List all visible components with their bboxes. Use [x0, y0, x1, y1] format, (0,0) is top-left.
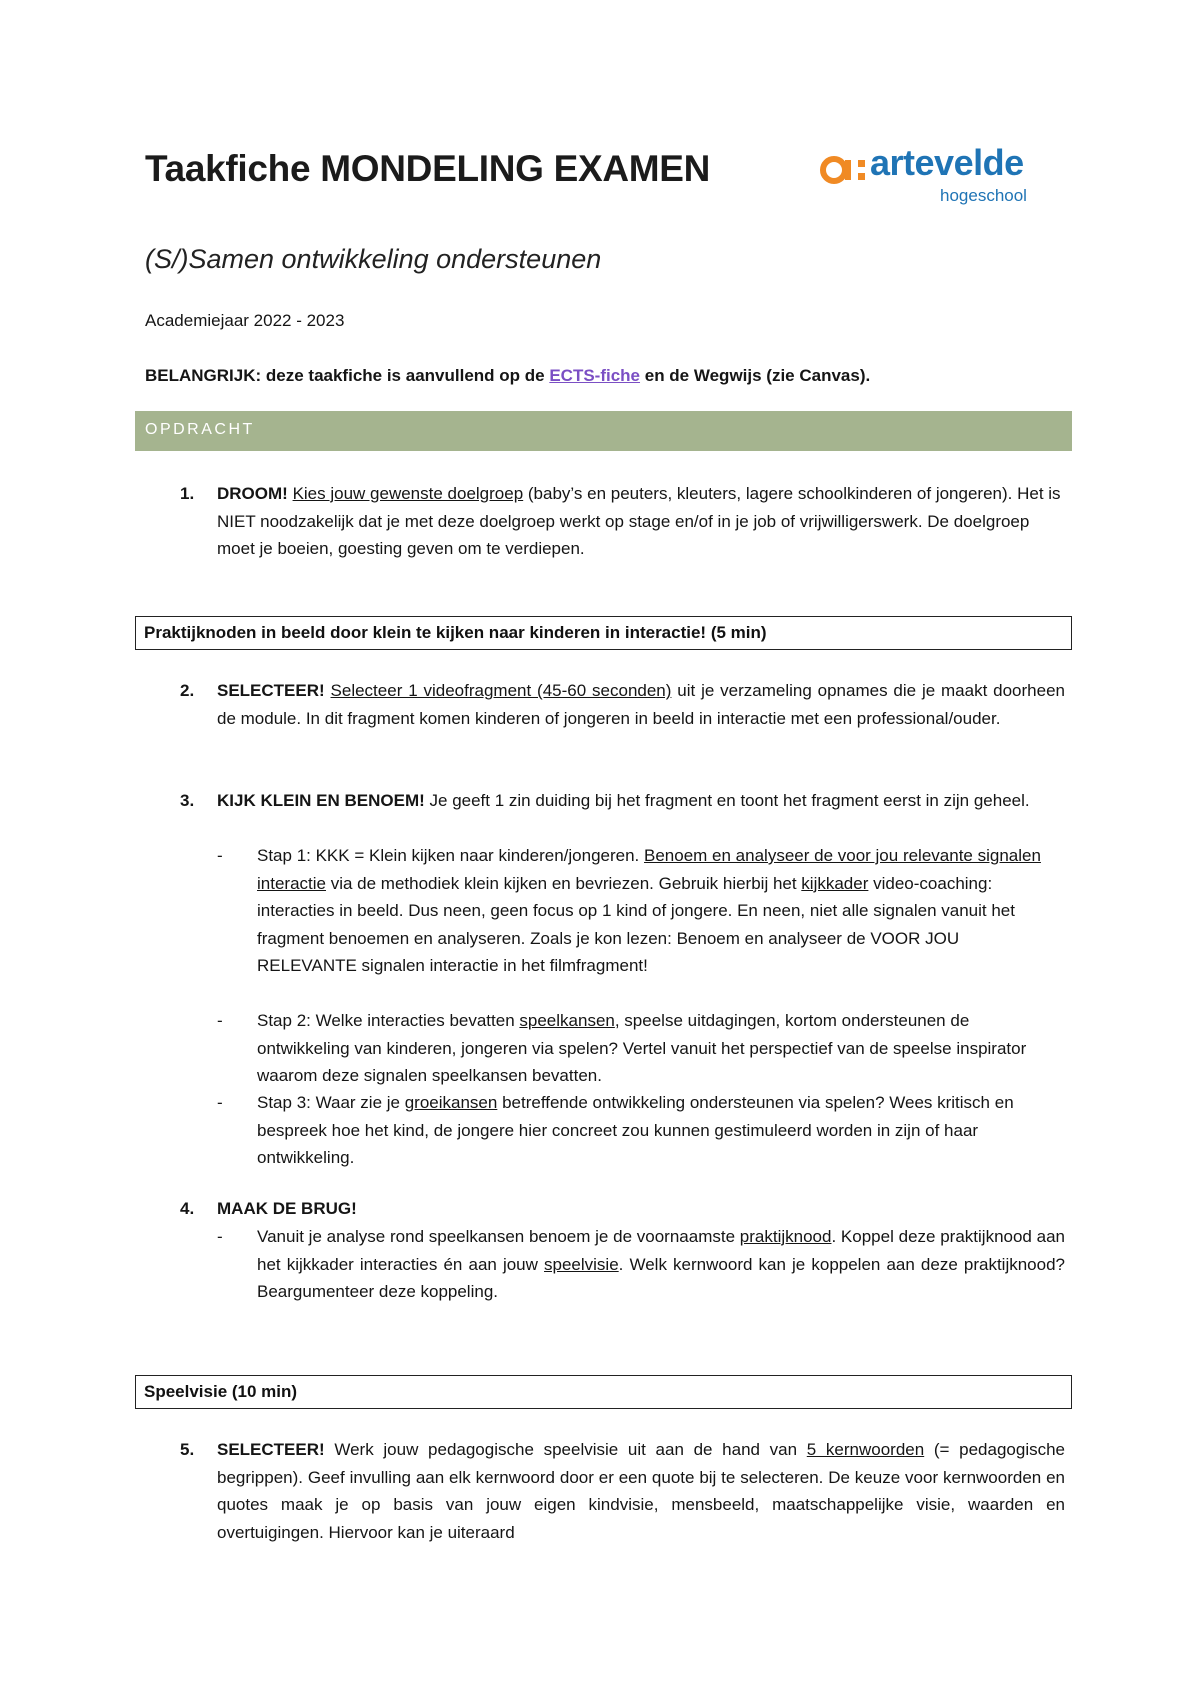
page-title: Taakfiche MONDELING EXAMEN [145, 148, 711, 189]
step-1-a: Stap 1: KKK = Klein kijken naar kinderen/jongeren. [257, 846, 644, 865]
notice-label: BELANGRIJK: [145, 366, 262, 385]
section-header-label: OPDRACHT [145, 421, 255, 438]
section-header-opdracht [135, 411, 1072, 451]
step-1-u1: Benoem en analyseer de voor jou relevante signalen interactie [257, 846, 1041, 893]
item-5-b: (= pedagogische begrippen). Geef invulling aan elk kernwoord door er een quote bij te selecteren. De keuze voor kernwoorden en quotes maak je op basis van jouw eigen kindvisie, mensbeeld, maatschappelijke visie, waarden en overtuigingen. Hiervoor kan je uiteraard [217, 1440, 1065, 1542]
step-text [257, 842, 1057, 980]
item-text: (baby’s en peuters, kleuters, lagere schoolkinderen of jongeren). Het is NIET noodzakelijk dat je met deze doelgroep werkt op stage en/of in je job of vrijwilligerswerk. De doelgroep moet je boeien, goesting geven om te verdiepen. [217, 484, 1061, 558]
logo-mark-icon [818, 150, 870, 190]
item-lead: KIJK KLEIN EN BENOEM! [217, 791, 425, 810]
step-3-b: betreffende ontwikkeling ondersteunen via spelen? Wees kritisch en bespreek hoe het kind, de jongere hier concreet zou kunnen gestimuleerd worden in zijn of haar ontwikkeling. [257, 1093, 1014, 1167]
bullet-dash: - [217, 1011, 223, 1030]
step-2-a: Stap 2: Welke interacties bevatten [257, 1011, 520, 1030]
bullet-dash: - [217, 1227, 223, 1246]
course-subtitle: (S/)Samen ontwikkeling ondersteunen [145, 244, 602, 274]
step-text [257, 1089, 1057, 1172]
bullet-dash: - [217, 846, 223, 865]
item-5-a: Werk jouw pedagogische speelvisie uit aan de hand van [324, 1440, 807, 1459]
item-lead: SELECTEER! [217, 1440, 325, 1459]
academic-year: Academiejaar 2022 - 2023 [145, 311, 345, 330]
step-3-a: Stap 3: Waar zie je [257, 1093, 405, 1112]
item-number: 1. [180, 484, 195, 503]
step-1-b: via de methodiek klein kijken en bevriezen. Gebruik hierbij het [325, 873, 802, 893]
notice-text-1: deze taakfiche is aanvullend op de [261, 366, 550, 385]
box-title: Speelvisie (10 min) [144, 1382, 298, 1401]
item-number: 5. [180, 1440, 195, 1459]
item-lead: SELECTEER! [217, 681, 325, 700]
item-4-c: . Welk kernwoord kan je koppelen aan deze praktijknood? Beargumenteer deze koppeling. [257, 1254, 1066, 1301]
item-4-a: Vanuit je analyse rond speelkansen benoem je de voornaamste [257, 1227, 740, 1246]
item-number: 4. [180, 1199, 195, 1218]
notice-text-2: en de Wegwijs (zie Canvas). [640, 366, 871, 385]
step-2-b: , speelse uitdagingen, kortom ondersteunen de ontwikkeling van kinderen, jongeren via spelen? Vertel vanuit het perspectief van de speelse inspirator waarom deze signalen speelkansen bevatten. [257, 1011, 1027, 1085]
item-4-u2: speelvisie [544, 1254, 619, 1274]
logo-subtitle: hogeschool [940, 186, 1027, 205]
list-item-1 [145, 480, 1065, 565]
list-item-5 [145, 1436, 1065, 1556]
item-lead: DROOM! [217, 484, 288, 503]
item-underlined: Selecteer 1 videofragment (45-60 seconden) [330, 681, 672, 700]
important-notice [145, 366, 870, 386]
item-body [217, 787, 1065, 815]
step-1-u2: kijkkader [801, 873, 869, 893]
step-3-u1: groeikansen [404, 1093, 498, 1112]
step-text [257, 1007, 1057, 1090]
box-title: Praktijknoden in beeld door klein te kijken naar kinderen in interactie! (5 min) [144, 623, 767, 642]
ects-fiche-link[interactable]: ECTS-fiche [549, 366, 641, 385]
item-text: uit je verzameling opnames die je maakt doorheen de module. In dit fragment komen kinderen of jongeren in beeld in interactie met een professional/ouder. [217, 681, 1065, 728]
item-body [217, 1195, 1065, 1223]
section-box-speelvisie [135, 1375, 1072, 1409]
logo-name: artevelde [870, 142, 1024, 183]
list-item-4 [145, 1195, 1065, 1305]
item-5-u1: 5 kernwoorden [806, 1440, 925, 1459]
list-item-2 [145, 677, 1065, 762]
item-body [217, 480, 1065, 563]
step-2-u1: speelkansen [519, 1011, 615, 1030]
item-body [217, 677, 1065, 732]
section-box-praktijknoden [135, 616, 1072, 650]
item-text: Je geeft 1 zin duiding bij het fragment en toont het fragment eerst in zijn geheel. [424, 791, 1030, 810]
step-1-c: video-coaching: interacties in beeld. Dus neen, geen focus op 1 kind of jongere. En neen, niet alle signalen vanuit het fragment benoemen en analyseren. Zoals je kon lezen: Benoem en analyseer de VOOR JOU RELEVANTE signalen interactie in het filmfragment! [257, 873, 1015, 975]
item-underlined: Kies jouw gewenste doelgroep [292, 484, 524, 503]
item-4-u1: praktijknood [739, 1227, 832, 1246]
item-lead: MAAK DE BRUG! [217, 1199, 357, 1218]
item-number: 2. [180, 681, 195, 700]
bullet-dash: - [217, 1093, 223, 1112]
item-number: 3. [180, 791, 195, 810]
artevelde-logo [818, 142, 1038, 212]
list-item-3 [145, 787, 1065, 1197]
item-4-text [257, 1223, 1065, 1306]
item-4-b: . Koppel deze praktijknood aan het kijkkader interacties én aan jouw [257, 1227, 1065, 1274]
item-body [217, 1436, 1065, 1546]
